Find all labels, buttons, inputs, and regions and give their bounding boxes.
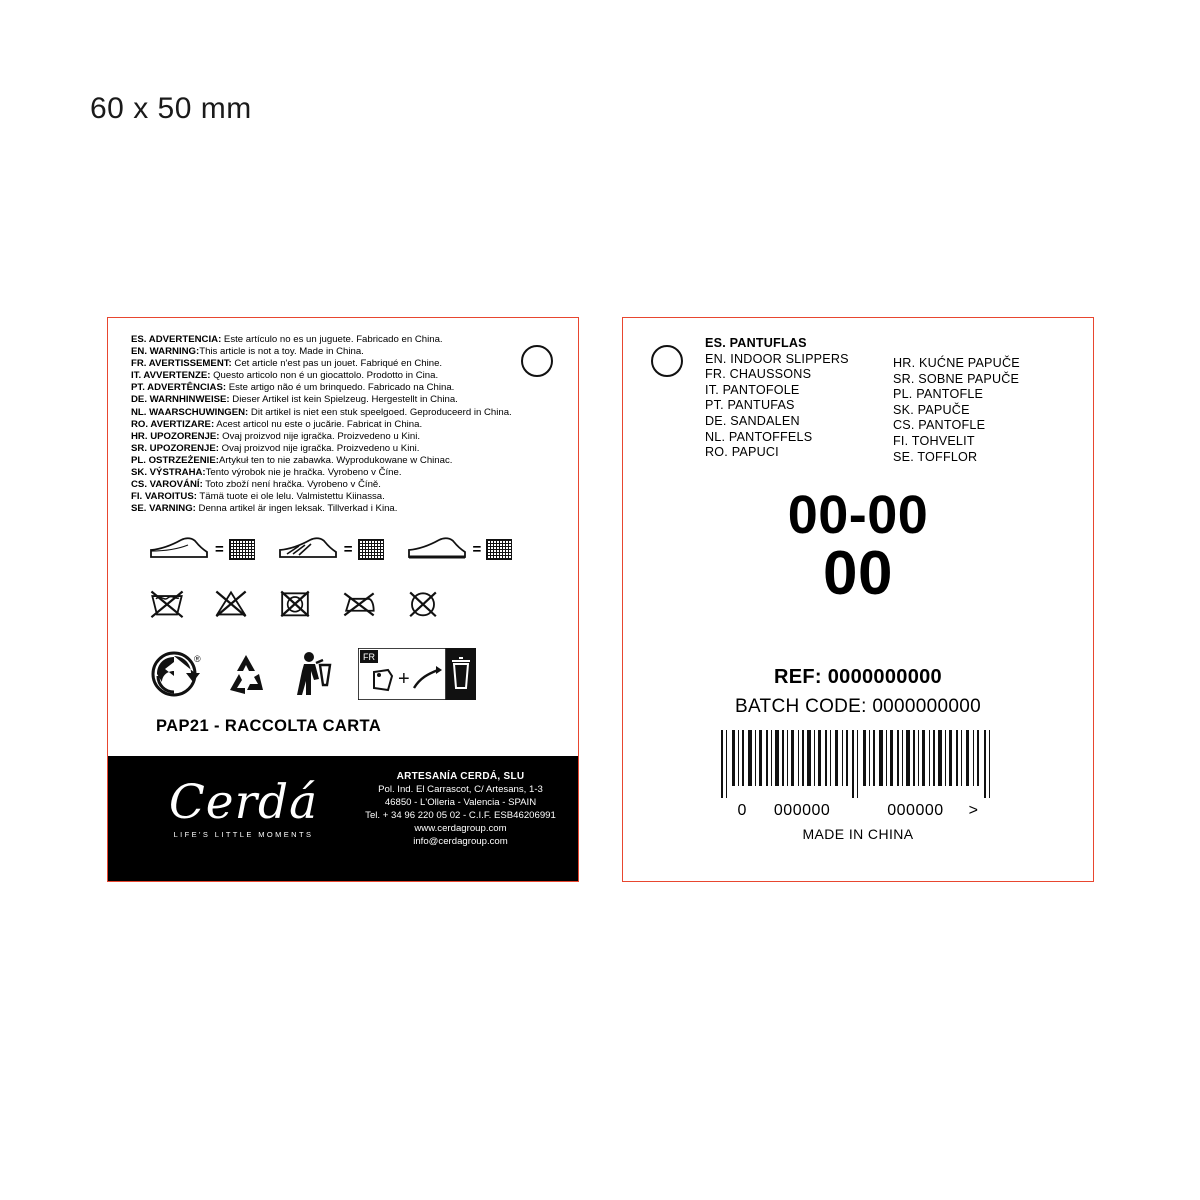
reference-code: REF: 0000000000 [774, 666, 942, 688]
product-name-row [893, 418, 1020, 434]
warning-line [131, 407, 521, 419]
tidyman-icon [290, 649, 338, 699]
warning-lang: PL. OSTRZEŻENIE: [131, 454, 219, 466]
recycling-icon-row [150, 648, 476, 700]
product-name-row [705, 398, 849, 414]
company-email: info@cerdagroup.com [413, 836, 508, 847]
product-name: KUĆNE PAPUČE [919, 356, 1020, 370]
brand-name: Cerdá [168, 775, 319, 830]
fr-triman-sorting-icon [358, 648, 476, 700]
company-address-line-2: 46850 - L'Olleria - Valencia - SPAIN [384, 797, 537, 808]
size-range: 00-00 [787, 485, 929, 545]
product-name-row [893, 450, 1020, 466]
warning-lang: SK. VÝSTRAHA: [131, 467, 206, 479]
brand-tagline: LIFE'S LITTLE MOMENTS [173, 830, 314, 839]
warning-lang: DE. WARNHINWEISE: [131, 394, 230, 406]
warning-line [131, 346, 521, 358]
barcode-area [623, 730, 1093, 803]
warning-body: This article is not a toy. Made in China. [199, 346, 364, 358]
warning-lang: FR. AVERTISSEMENT: [131, 358, 232, 370]
lang-code: FI. [893, 433, 909, 448]
green-dot-icon [150, 648, 202, 700]
equals-sign: = [343, 540, 353, 558]
equals-sign: = [472, 540, 482, 558]
warning-lang: PT. ADVERTÊNCIAS: [131, 382, 227, 394]
product-name: PANTOFOLE [722, 382, 800, 397]
company-address-line-1: Pol. Ind. El Carrascot, C/ Artesans, 1-3 [378, 784, 543, 795]
warning-line [131, 382, 521, 394]
warning-lang: SR. UPOZORENJE: [131, 442, 219, 454]
do-not-tumble-dry-icon [276, 586, 314, 619]
warning-lang: HR. UPOZORENJE: [131, 430, 220, 442]
lang-code: HR. [893, 356, 916, 370]
lang-code: NL. [705, 429, 726, 444]
barcode-left-group: 000000 [773, 802, 831, 819]
product-name: PANTOFFELS [728, 429, 813, 444]
do-not-wash-icon [148, 586, 186, 619]
warning-line [131, 334, 521, 346]
product-name: PANTUFAS [727, 398, 795, 413]
company-name: ARTESANÍA CERDÁ, SLU [396, 771, 525, 782]
equals-sign: = [215, 540, 224, 558]
warning-lang: ES. ADVERTENCIA: [131, 334, 222, 345]
care-symbol-row [148, 586, 538, 619]
textile-mesh-icon [486, 539, 512, 560]
product-name: PAPUČE [917, 402, 970, 417]
do-not-dry-clean-icon [404, 586, 442, 619]
product-name-row [893, 403, 1020, 419]
svg-text:®: ® [194, 654, 201, 664]
lang-code: SK. [893, 402, 914, 417]
hangtag-front-card [107, 317, 579, 882]
lang-code: EN. [705, 351, 727, 366]
shoe-sole-icon [406, 536, 468, 562]
brand-footer-band [108, 756, 578, 881]
warning-body: Acest articol nu este o jucărie. Fabricat in China. [214, 418, 423, 430]
barcode-digits [623, 802, 1093, 820]
material-pictogram-group [148, 536, 255, 562]
product-name-row [705, 445, 849, 461]
lang-code: ES. [705, 336, 726, 350]
batch-code: BATCH CODE: 0000000000 [735, 696, 981, 717]
warning-text-block [131, 334, 521, 515]
warning-body: Artykuł ten to nie zabawka. Wyprodukowane w Chinac. [218, 454, 453, 466]
warning-lang: SE. VARNING: [131, 503, 196, 515]
warning-line [131, 394, 521, 406]
warning-body: Este artículo no es un juguete. Fabricado en China. [221, 334, 443, 345]
product-name: TOHVELIT [911, 433, 975, 448]
warning-lang: RO. AVERTIZARE: [131, 418, 215, 430]
product-name: SOBNE PAPUČE [918, 371, 1020, 386]
svg-text:+: + [398, 668, 410, 690]
product-name-row [705, 367, 849, 383]
warning-body: Tämä tuote ei ole lelu. Valmistettu Kiinassa. [196, 491, 385, 503]
warning-line [131, 503, 521, 515]
punch-hole-icon [651, 345, 683, 377]
lang-code: RO. [705, 445, 728, 460]
warning-lang: CS. VAROVÁNÍ: [131, 479, 203, 491]
warning-line [131, 455, 521, 467]
company-website: www.cerdagroup.com [414, 823, 507, 834]
warning-line [131, 419, 521, 431]
warning-line [131, 370, 521, 382]
product-name: SANDALEN [730, 413, 800, 428]
product-name-row [893, 434, 1020, 450]
mobius-loop-recycle-icon [222, 650, 270, 698]
warning-lang: NL. WAARSCHUWINGEN: [131, 406, 249, 418]
do-not-bleach-icon [212, 586, 250, 619]
lang-code: PL. [893, 387, 913, 402]
product-name-row [893, 387, 1020, 403]
material-pictogram-row [148, 536, 538, 562]
warning-line [131, 443, 521, 455]
svg-text:FR: FR [363, 652, 375, 662]
textile-mesh-icon [358, 539, 384, 560]
product-name: INDOOR SLIPPERS [730, 351, 849, 366]
barcode-right-group: 000000 [887, 802, 944, 819]
warning-body: Questo articolo non é un giocattolo. Prodotto in Cina. [210, 370, 439, 382]
warning-body: Dieser Artikel ist kein Spielzeug. Hergestellt in China. [229, 394, 458, 406]
product-name-row [893, 372, 1020, 388]
warning-body: Este artigo não é um brinquedo. Fabricado na China. [226, 382, 455, 394]
product-name: TOFFLOR [917, 449, 978, 464]
product-name-row [705, 336, 849, 352]
product-name: PANTUFLAS [729, 336, 807, 350]
size-value: 00 [823, 539, 893, 608]
lang-code: DE. [705, 413, 727, 428]
made-in-label: MADE IN CHINA [802, 826, 914, 842]
product-name-row [705, 430, 849, 446]
product-name-row [705, 352, 849, 368]
barcode-lead-digit: 0 [737, 802, 747, 819]
product-name-row [705, 383, 849, 399]
lang-code: SR. [893, 371, 915, 386]
warning-body: Ovaj proizvod nije igračka. Proizvedeno u Kini. [219, 430, 421, 442]
lang-code: PT. [705, 398, 724, 413]
company-details [353, 770, 568, 848]
lang-code: SE. [893, 449, 914, 464]
punch-hole-icon [521, 345, 553, 377]
size-block [623, 486, 1093, 606]
product-name-row [705, 414, 849, 430]
material-pictogram-group [406, 536, 513, 562]
ean13-barcode-icon [719, 730, 997, 798]
warning-line [131, 358, 521, 370]
warning-line [131, 491, 521, 503]
product-name: CHAUSSONS [729, 367, 812, 382]
warning-line [131, 431, 521, 443]
warning-body: Dit artikel is niet een stuk speelgoed. Geproduceerd in China. [248, 406, 512, 418]
warning-body: Ovaj proizvod nije igračka. Proizvedeno u Kini. [218, 442, 420, 454]
brand-logo [136, 775, 351, 839]
product-name: PAPUCI [731, 445, 779, 460]
warning-body: Denna artikel är ingen leksak. Tillverkad i Kina. [195, 503, 398, 515]
shoe-upper-icon [148, 536, 210, 562]
company-address-line-3: Tel. + 34 96 220 05 02 - C.I.F. ESB46206991 [365, 810, 556, 821]
product-name: PANTOFLE [918, 418, 986, 433]
lang-code: FR. [705, 367, 726, 382]
lang-code: IT. [705, 382, 719, 397]
warning-body: Tento výrobok nie je hračka. Vyrobeno v Číne. [205, 467, 402, 479]
pap-recycling-label: PAP21 - RACCOLTA CARTA [156, 717, 382, 735]
warning-lang: EN. WARNING: [131, 346, 200, 358]
warning-lang: FI. VAROITUS: [131, 491, 197, 503]
product-name: PANTOFLE [916, 387, 984, 402]
shoe-lining-icon [277, 536, 339, 562]
warning-line [131, 467, 521, 479]
product-name-list-right [893, 356, 1020, 465]
lang-code: CS. [893, 418, 915, 433]
warning-body: Cet article n'est pas un jouet. Fabriqué en Chine. [231, 358, 443, 370]
product-name-list-left [705, 336, 849, 461]
material-pictogram-group [277, 536, 384, 562]
warning-line [131, 479, 521, 491]
do-not-iron-icon [340, 586, 378, 619]
textile-mesh-icon [229, 539, 255, 560]
hangtag-back-card [622, 317, 1094, 882]
dimension-label: 60 x 50 mm [90, 92, 252, 125]
warning-body: Toto zboží není hračka. Vyrobeno v Číně. [202, 479, 381, 491]
product-name-row [893, 356, 1020, 372]
warning-lang: IT. AVVERTENZE: [131, 370, 211, 382]
barcode-trailing-symbol: > [968, 802, 979, 819]
